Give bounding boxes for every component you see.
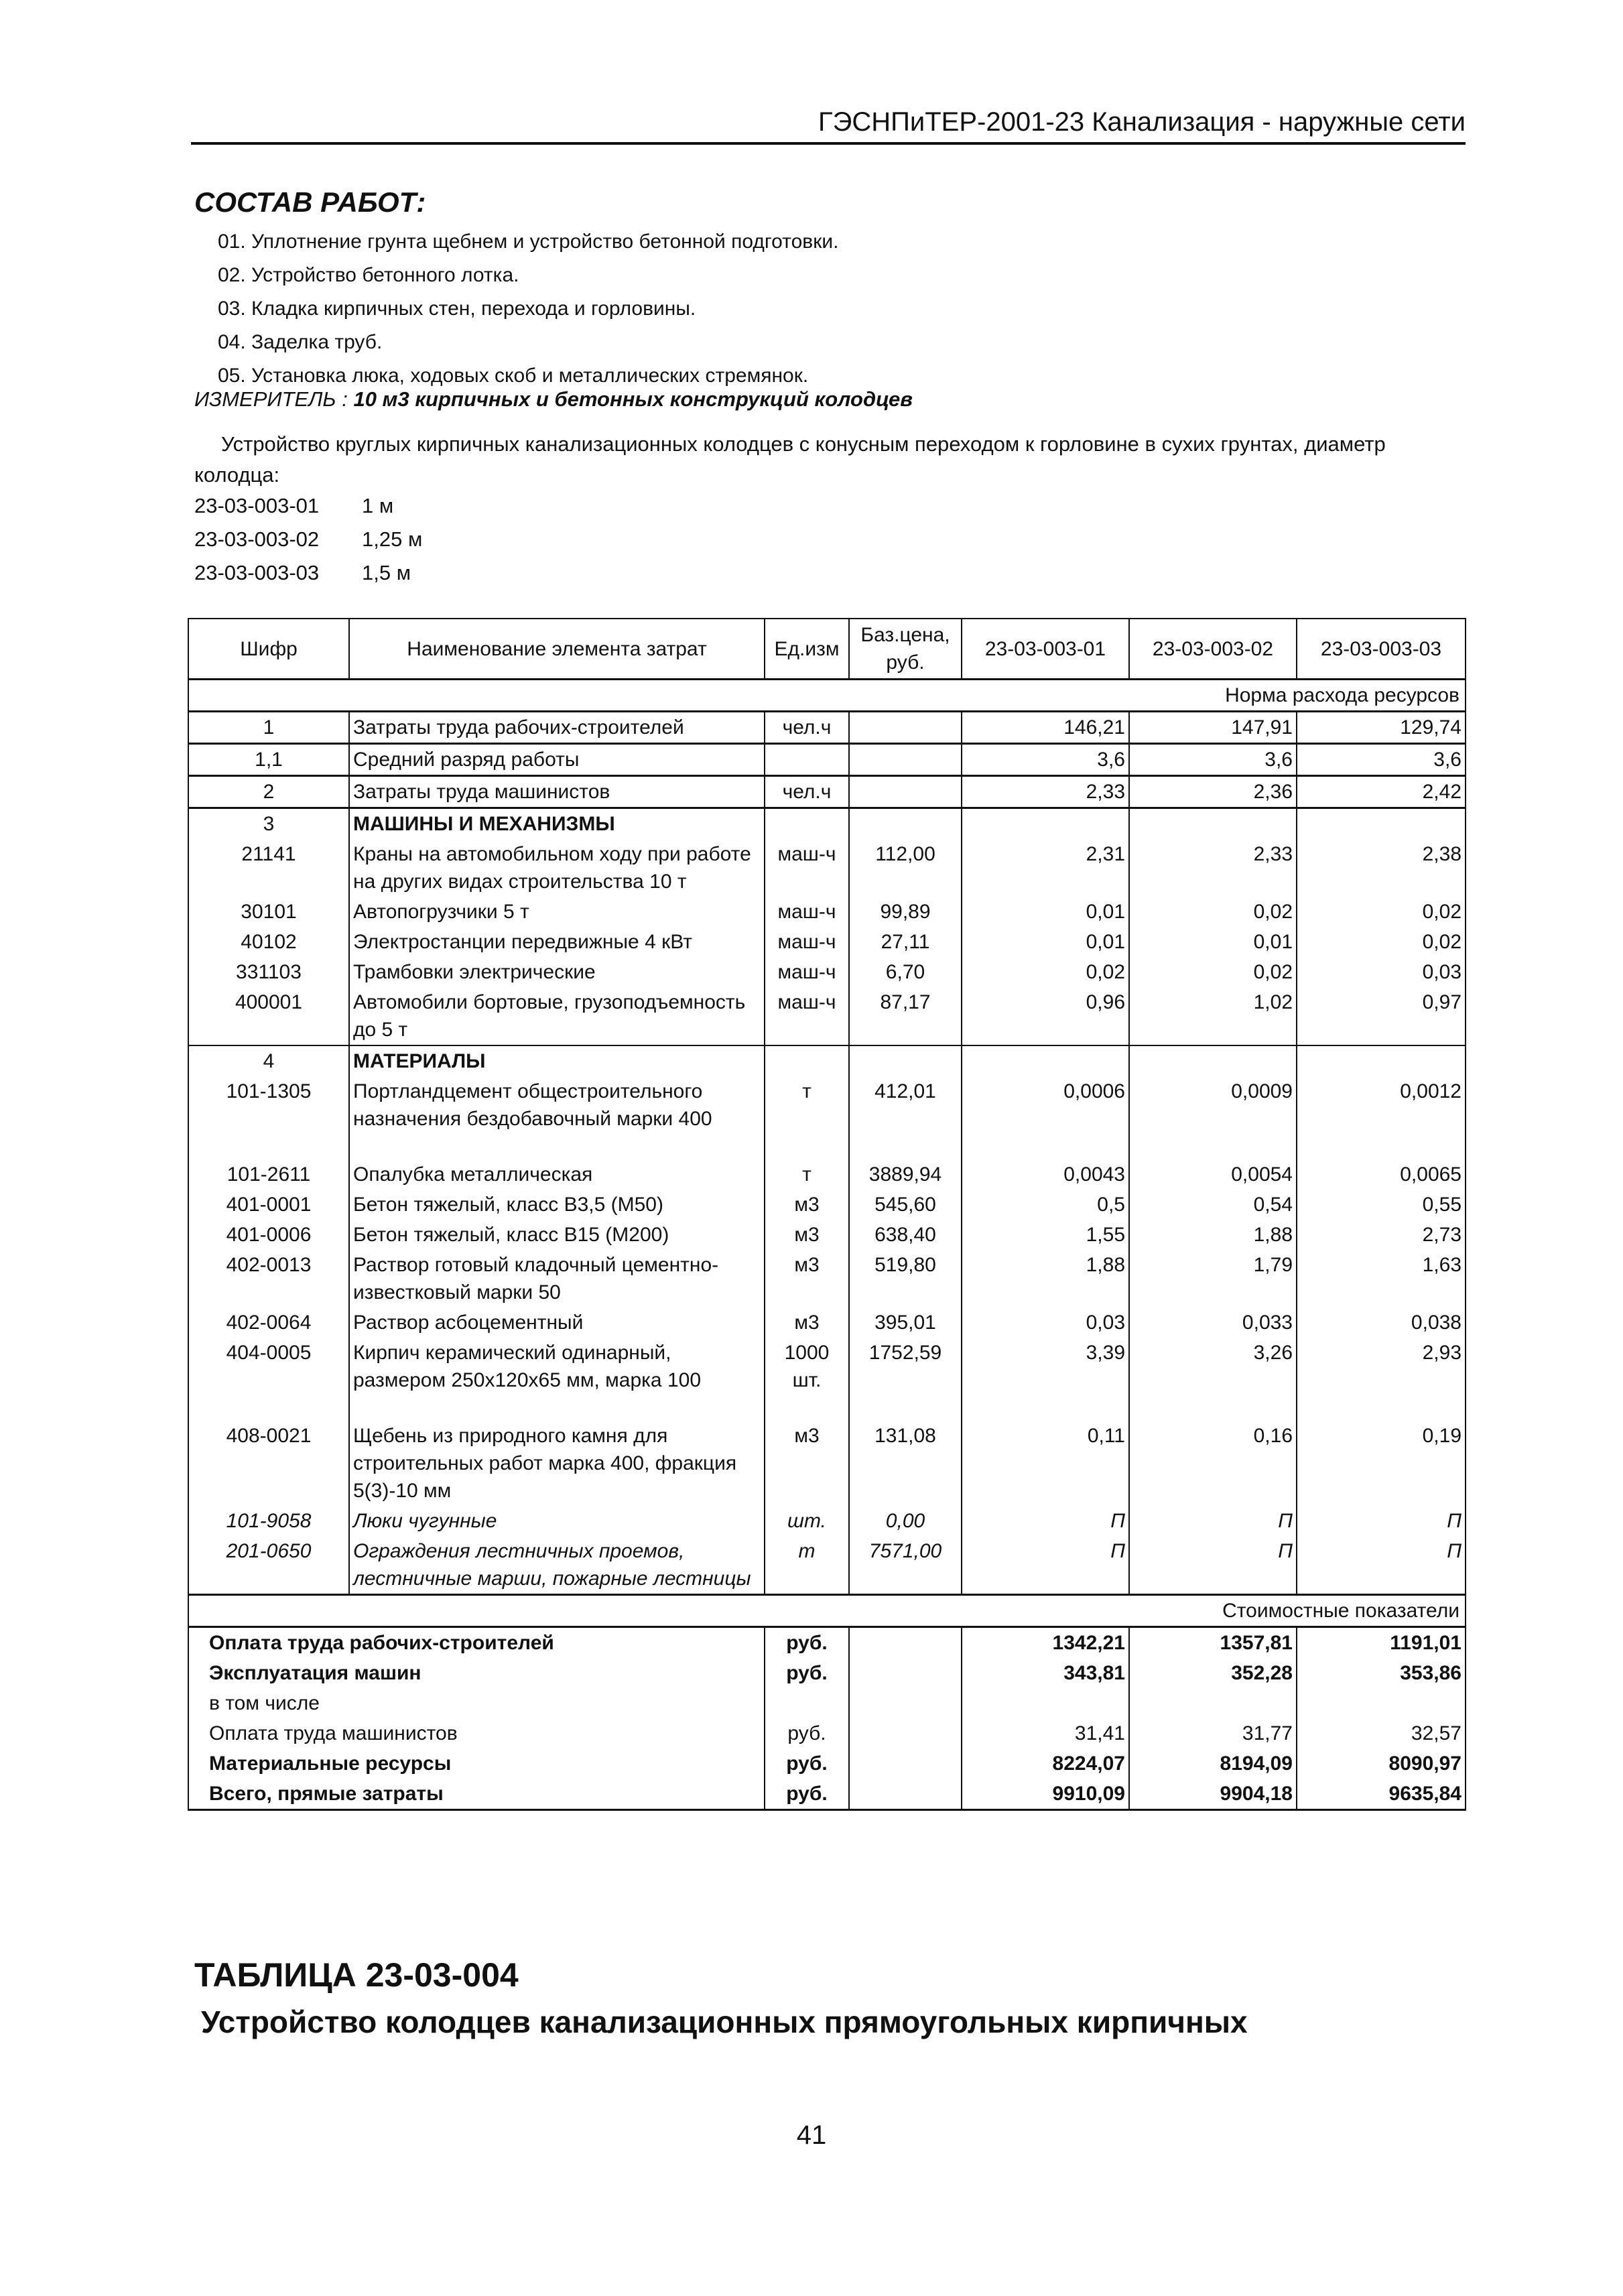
cost-unit: руб. [765, 1779, 849, 1810]
cost-unit: руб. [765, 1718, 849, 1748]
row-name: Средний разряд работы [349, 744, 765, 776]
row-name: Автомобили бортовые, грузоподъемность до 5 т [349, 987, 765, 1045]
table-row [188, 1076, 1466, 1159]
row-value-2: П [1129, 1536, 1297, 1595]
cost-value-1: 1342,21 [962, 1627, 1129, 1659]
code-id: 23-03-003-01 [194, 494, 320, 517]
cost-label: Оплата труда машинистов [188, 1718, 765, 1748]
cost-price [849, 1748, 962, 1779]
table-row [188, 808, 1466, 840]
norm-band-label: Норма расхода ресурсов [962, 680, 1466, 712]
operation-item: 01. Уплотнение грунта щебнем и устройство бетонной подготовки. [218, 231, 839, 253]
table-row [188, 1338, 1466, 1421]
cost-row [188, 1718, 1466, 1748]
row-code: 404-0005 [188, 1338, 349, 1421]
cost-label: Всего, прямые затраты [188, 1779, 765, 1810]
row-code: 201-0650 [188, 1536, 349, 1595]
row-value-1: 0,96 [962, 987, 1129, 1045]
row-price [849, 712, 962, 744]
col-header-name: Наименование элемента затрат [349, 619, 765, 680]
row-value-1: 0,01 [962, 897, 1129, 927]
row-code: 3 [188, 808, 349, 840]
cost-value-3: 8090,97 [1297, 1748, 1466, 1779]
running-header-title: ГЭСНПиТЕР-2001-23 Канализация - наружные сети [818, 107, 1466, 137]
cost-value-2: 1357,81 [1129, 1627, 1297, 1659]
row-name: Ограждения лестничных проемов, лестничные марши, пожарные лестницы [349, 1536, 765, 1595]
table-row [188, 1250, 1466, 1308]
row-code: 101-1305 [188, 1076, 349, 1159]
table-row [188, 1506, 1466, 1536]
row-value-2: 0,54 [1129, 1190, 1297, 1220]
row-code: 400001 [188, 987, 349, 1045]
row-value-1: П [962, 1506, 1129, 1536]
row-value-3: 0,55 [1297, 1190, 1466, 1220]
cost-label: Оплата труда рабочих-строителей [188, 1627, 765, 1659]
row-value-3: 129,74 [1297, 712, 1466, 744]
measurer [194, 387, 913, 411]
row-value-3: 0,19 [1297, 1421, 1466, 1506]
col-header-unit: Ед.изм [765, 619, 849, 680]
operation-item: 05. Установка люка, ходовых скоб и металлических стремянок. [218, 365, 809, 387]
row-code: 101-9058 [188, 1506, 349, 1536]
row-value-1: 1,55 [962, 1220, 1129, 1250]
norm-band-label-spacer [188, 680, 962, 712]
row-name: Автопогрузчики 5 т [349, 897, 765, 927]
cost-row [188, 1658, 1466, 1688]
row-value-3: 2,73 [1297, 1220, 1466, 1250]
row-unit: маш-ч [765, 957, 849, 987]
row-unit [765, 744, 849, 776]
table-row [188, 1421, 1466, 1506]
table-row [188, 776, 1466, 808]
row-unit: м3 [765, 1308, 849, 1338]
row-name: МАШИНЫ И МЕХАНИЗМЫ [349, 808, 765, 840]
row-value-1: 3,6 [962, 744, 1129, 776]
cost-label: Эксплуатация машин [188, 1658, 765, 1688]
code-diameter: 1,25 м [362, 527, 423, 551]
table-row [188, 744, 1466, 776]
row-price: 395,01 [849, 1308, 962, 1338]
row-price: 131,08 [849, 1421, 962, 1506]
measurer-value: 10 м3 кирпичных и бетонных конструкций колодцев [353, 387, 913, 411]
row-name: Затраты труда рабочих-строителей [349, 712, 765, 744]
row-value-2: 0,02 [1129, 957, 1297, 987]
table-row [188, 839, 1466, 897]
row-value-2 [1129, 808, 1297, 840]
cost-unit: руб. [765, 1658, 849, 1688]
row-value-2: 1,79 [1129, 1250, 1297, 1308]
row-price: 87,17 [849, 987, 962, 1045]
intro-paragraph: Устройство круглых кирпичных канализационных колодцев с конусным переходом к горловине в сухих грунтах, диаметр колодца: [194, 432, 1386, 487]
row-value-2: 2,33 [1129, 839, 1297, 897]
row-value-2: 1,88 [1129, 1220, 1297, 1250]
row-value-1: 0,0043 [962, 1159, 1129, 1190]
col-header-variant-3: 23-03-003-03 [1297, 619, 1466, 680]
row-name: Электростанции передвижные 4 кВт [349, 927, 765, 957]
cost-value-1: 8224,07 [962, 1748, 1129, 1779]
row-unit: маш-ч [765, 927, 849, 957]
row-value-3: 0,0065 [1297, 1159, 1466, 1190]
row-name: Раствор готовый кладочный цементно-известковый марки 50 [349, 1250, 765, 1308]
row-value-2: 3,26 [1129, 1338, 1297, 1421]
row-name: Раствор асбоцементный [349, 1308, 765, 1338]
row-unit: т [765, 1536, 849, 1595]
row-value-3: 1,63 [1297, 1250, 1466, 1308]
cost-label: в том числе [188, 1688, 765, 1718]
row-value-3: 3,6 [1297, 744, 1466, 776]
cost-price [849, 1658, 962, 1688]
row-price [849, 1045, 962, 1076]
row-value-2: 1,02 [1129, 987, 1297, 1045]
row-name: Люки чугунные [349, 1506, 765, 1536]
norm-band-label-row [188, 680, 1466, 712]
row-value-2: 0,0009 [1129, 1076, 1297, 1159]
row-value-1: 0,11 [962, 1421, 1129, 1506]
cost-value-3: 32,57 [1297, 1718, 1466, 1748]
row-value-3: 0,03 [1297, 957, 1466, 987]
row-code: 2 [188, 776, 349, 808]
cost-value-3 [1297, 1688, 1466, 1718]
row-price: 545,60 [849, 1190, 962, 1220]
resource-table [188, 618, 1466, 1811]
table-row [188, 957, 1466, 987]
row-code: 1,1 [188, 744, 349, 776]
row-unit: м3 [765, 1421, 849, 1506]
row-name: Портландцемент общестроительного назначения бездобавочный марки 400 [349, 1076, 765, 1159]
operation-item: 04. Заделка труб. [218, 331, 383, 353]
cost-value-3: 9635,84 [1297, 1779, 1466, 1810]
code-line [194, 489, 422, 523]
code-diameter: 1,5 м [362, 561, 411, 584]
table-row [188, 1190, 1466, 1220]
cost-value-2: 8194,09 [1129, 1748, 1297, 1779]
row-value-3 [1297, 1045, 1466, 1076]
next-table-number: ТАБЛИЦА 23-03-004 [194, 1956, 519, 1994]
row-code: 402-0013 [188, 1250, 349, 1308]
row-value-3: 2,93 [1297, 1338, 1466, 1421]
row-name: Трамбовки электрические [349, 957, 765, 987]
cost-unit: руб. [765, 1748, 849, 1779]
row-price: 27,11 [849, 927, 962, 957]
cost-value-1: 9910,09 [962, 1779, 1129, 1810]
row-value-2: 0,01 [1129, 927, 1297, 957]
row-value-1: 0,03 [962, 1308, 1129, 1338]
cost-row [188, 1627, 1466, 1659]
row-price: 99,89 [849, 897, 962, 927]
codes-list [194, 489, 422, 590]
running-header [191, 101, 1466, 145]
row-unit [765, 808, 849, 840]
row-value-2: 147,91 [1129, 712, 1297, 744]
cost-row [188, 1688, 1466, 1718]
cost-row [188, 1748, 1466, 1779]
code-line [194, 523, 422, 556]
row-value-1: 146,21 [962, 712, 1129, 744]
row-code: 401-0006 [188, 1220, 349, 1250]
cost-value-2: 9904,18 [1129, 1779, 1297, 1810]
row-unit: т [765, 1159, 849, 1190]
col-header-variant-2: 23-03-003-02 [1129, 619, 1297, 680]
row-value-1 [962, 808, 1129, 840]
cost-value-2: 31,77 [1129, 1718, 1297, 1748]
row-price: 112,00 [849, 839, 962, 897]
cost-label: Материальные ресурсы [188, 1748, 765, 1779]
cost-value-2: 352,28 [1129, 1658, 1297, 1688]
row-value-1: 0,0006 [962, 1076, 1129, 1159]
table-row [188, 1045, 1466, 1076]
row-value-3: 2,38 [1297, 839, 1466, 897]
row-value-2: П [1129, 1506, 1297, 1536]
code-diameter: 1 м [362, 494, 394, 517]
table-row [188, 1536, 1466, 1595]
row-value-1: 2,33 [962, 776, 1129, 808]
row-price [849, 744, 962, 776]
row-price: 7571,00 [849, 1536, 962, 1595]
row-value-2: 0,033 [1129, 1308, 1297, 1338]
operation-item: 02. Устройство бетонного лотка. [218, 264, 519, 286]
row-unit: м3 [765, 1190, 849, 1220]
cost-price [849, 1779, 962, 1810]
row-value-1: 3,39 [962, 1338, 1129, 1421]
row-name: Щебень из природного камня для строительных работ марка 400, фракция 5(3)-10 мм [349, 1421, 765, 1506]
row-code: 402-0064 [188, 1308, 349, 1338]
col-header-price: Баз.цена, руб. [849, 619, 962, 680]
row-value-3: 0,02 [1297, 897, 1466, 927]
row-name: Бетон тяжелый, класс В15 (М200) [349, 1220, 765, 1250]
next-table-title: Устройство колодцев канализационных прямоугольных кирпичных [201, 2004, 1248, 2039]
cost-value-1: 343,81 [962, 1658, 1129, 1688]
operations-list [218, 225, 838, 393]
cost-band-label: Стоимостные показатели [962, 1595, 1466, 1627]
code-id: 23-03-003-02 [194, 527, 320, 551]
row-value-2 [1129, 1045, 1297, 1076]
row-unit: м3 [765, 1220, 849, 1250]
row-unit [765, 1045, 849, 1076]
cost-unit: руб. [765, 1627, 849, 1659]
row-value-2: 0,0054 [1129, 1159, 1297, 1190]
row-value-2: 3,6 [1129, 744, 1297, 776]
row-value-3: 2,42 [1297, 776, 1466, 808]
row-price: 3889,94 [849, 1159, 962, 1190]
row-value-2: 2,36 [1129, 776, 1297, 808]
cost-value-3: 353,86 [1297, 1658, 1466, 1688]
cost-value-2 [1129, 1688, 1297, 1718]
cost-value-3: 1191,01 [1297, 1627, 1466, 1659]
cost-value-1: 31,41 [962, 1718, 1129, 1748]
cost-price [849, 1688, 962, 1718]
row-value-2: 0,02 [1129, 897, 1297, 927]
table-row [188, 927, 1466, 957]
row-price: 638,40 [849, 1220, 962, 1250]
row-code: 401-0001 [188, 1190, 349, 1220]
row-code: 4 [188, 1045, 349, 1076]
row-unit: чел.ч [765, 776, 849, 808]
row-value-1: 0,5 [962, 1190, 1129, 1220]
operation-item: 03. Кладка кирпичных стен, перехода и горловины. [218, 298, 696, 320]
row-value-1 [962, 1045, 1129, 1076]
row-value-3: П [1297, 1506, 1466, 1536]
row-price: 0,00 [849, 1506, 962, 1536]
row-code: 21141 [188, 839, 349, 897]
measurer-label: ИЗМЕРИТЕЛЬ : [194, 387, 348, 411]
table-row [188, 987, 1466, 1045]
page-number: 41 [796, 2120, 827, 2150]
row-code: 40102 [188, 927, 349, 957]
table-row [188, 897, 1466, 927]
row-code: 408-0021 [188, 1421, 349, 1506]
cost-band-label-row [188, 1595, 1466, 1627]
table-body [188, 680, 1466, 1810]
row-value-3: 0,02 [1297, 927, 1466, 957]
table-row [188, 1308, 1466, 1338]
row-price [849, 808, 962, 840]
row-unit: 1000 шт. [765, 1338, 849, 1421]
cost-value-1 [962, 1688, 1129, 1718]
row-value-3 [1297, 808, 1466, 840]
work-composition-title: СОСТАВ РАБОТ: [194, 186, 426, 218]
table-header-row [188, 619, 1466, 680]
row-code: 1 [188, 712, 349, 744]
row-code: 30101 [188, 897, 349, 927]
row-unit: шт. [765, 1506, 849, 1536]
cost-row [188, 1779, 1466, 1810]
row-value-1: 2,31 [962, 839, 1129, 897]
table-row [188, 1220, 1466, 1250]
code-line [194, 556, 422, 590]
row-name: Затраты труда машинистов [349, 776, 765, 808]
row-value-2: 0,16 [1129, 1421, 1297, 1506]
row-name: Кирпич керамический одинарный, размером 250х120х65 мм, марка 100 [349, 1338, 765, 1421]
row-name: Краны на автомобильном ходу при работе на других видах строительства 10 т [349, 839, 765, 897]
row-price [849, 776, 962, 808]
row-code: 101-2611 [188, 1159, 349, 1190]
cost-unit [765, 1688, 849, 1718]
row-unit: маш-ч [765, 839, 849, 897]
row-value-1: 1,88 [962, 1250, 1129, 1308]
table-row [188, 1159, 1466, 1190]
row-unit: м3 [765, 1250, 849, 1308]
table-row [188, 712, 1466, 744]
row-value-1: П [962, 1536, 1129, 1595]
row-name: Опалубка металлическая [349, 1159, 765, 1190]
row-value-3: 0,038 [1297, 1308, 1466, 1338]
cost-price [849, 1718, 962, 1748]
col-header-code: Шифр [188, 619, 349, 680]
row-value-3: 0,0012 [1297, 1076, 1466, 1159]
col-header-variant-1: 23-03-003-01 [962, 619, 1129, 680]
row-name: Бетон тяжелый, класс В3,5 (М50) [349, 1190, 765, 1220]
cost-band-label-spacer [188, 1595, 962, 1627]
row-unit: маш-ч [765, 987, 849, 1045]
row-unit: чел.ч [765, 712, 849, 744]
row-name: МАТЕРИАЛЫ [349, 1045, 765, 1076]
row-price: 1752,59 [849, 1338, 962, 1421]
row-unit: маш-ч [765, 897, 849, 927]
row-value-1: 0,02 [962, 957, 1129, 987]
row-code: 331103 [188, 957, 349, 987]
row-value-3: П [1297, 1536, 1466, 1595]
row-price: 412,01 [849, 1076, 962, 1159]
row-unit: т [765, 1076, 849, 1159]
row-price: 6,70 [849, 957, 962, 987]
row-value-3: 0,97 [1297, 987, 1466, 1045]
row-price: 519,80 [849, 1250, 962, 1308]
cost-price [849, 1627, 962, 1659]
code-id: 23-03-003-03 [194, 561, 320, 584]
row-value-1: 0,01 [962, 927, 1129, 957]
